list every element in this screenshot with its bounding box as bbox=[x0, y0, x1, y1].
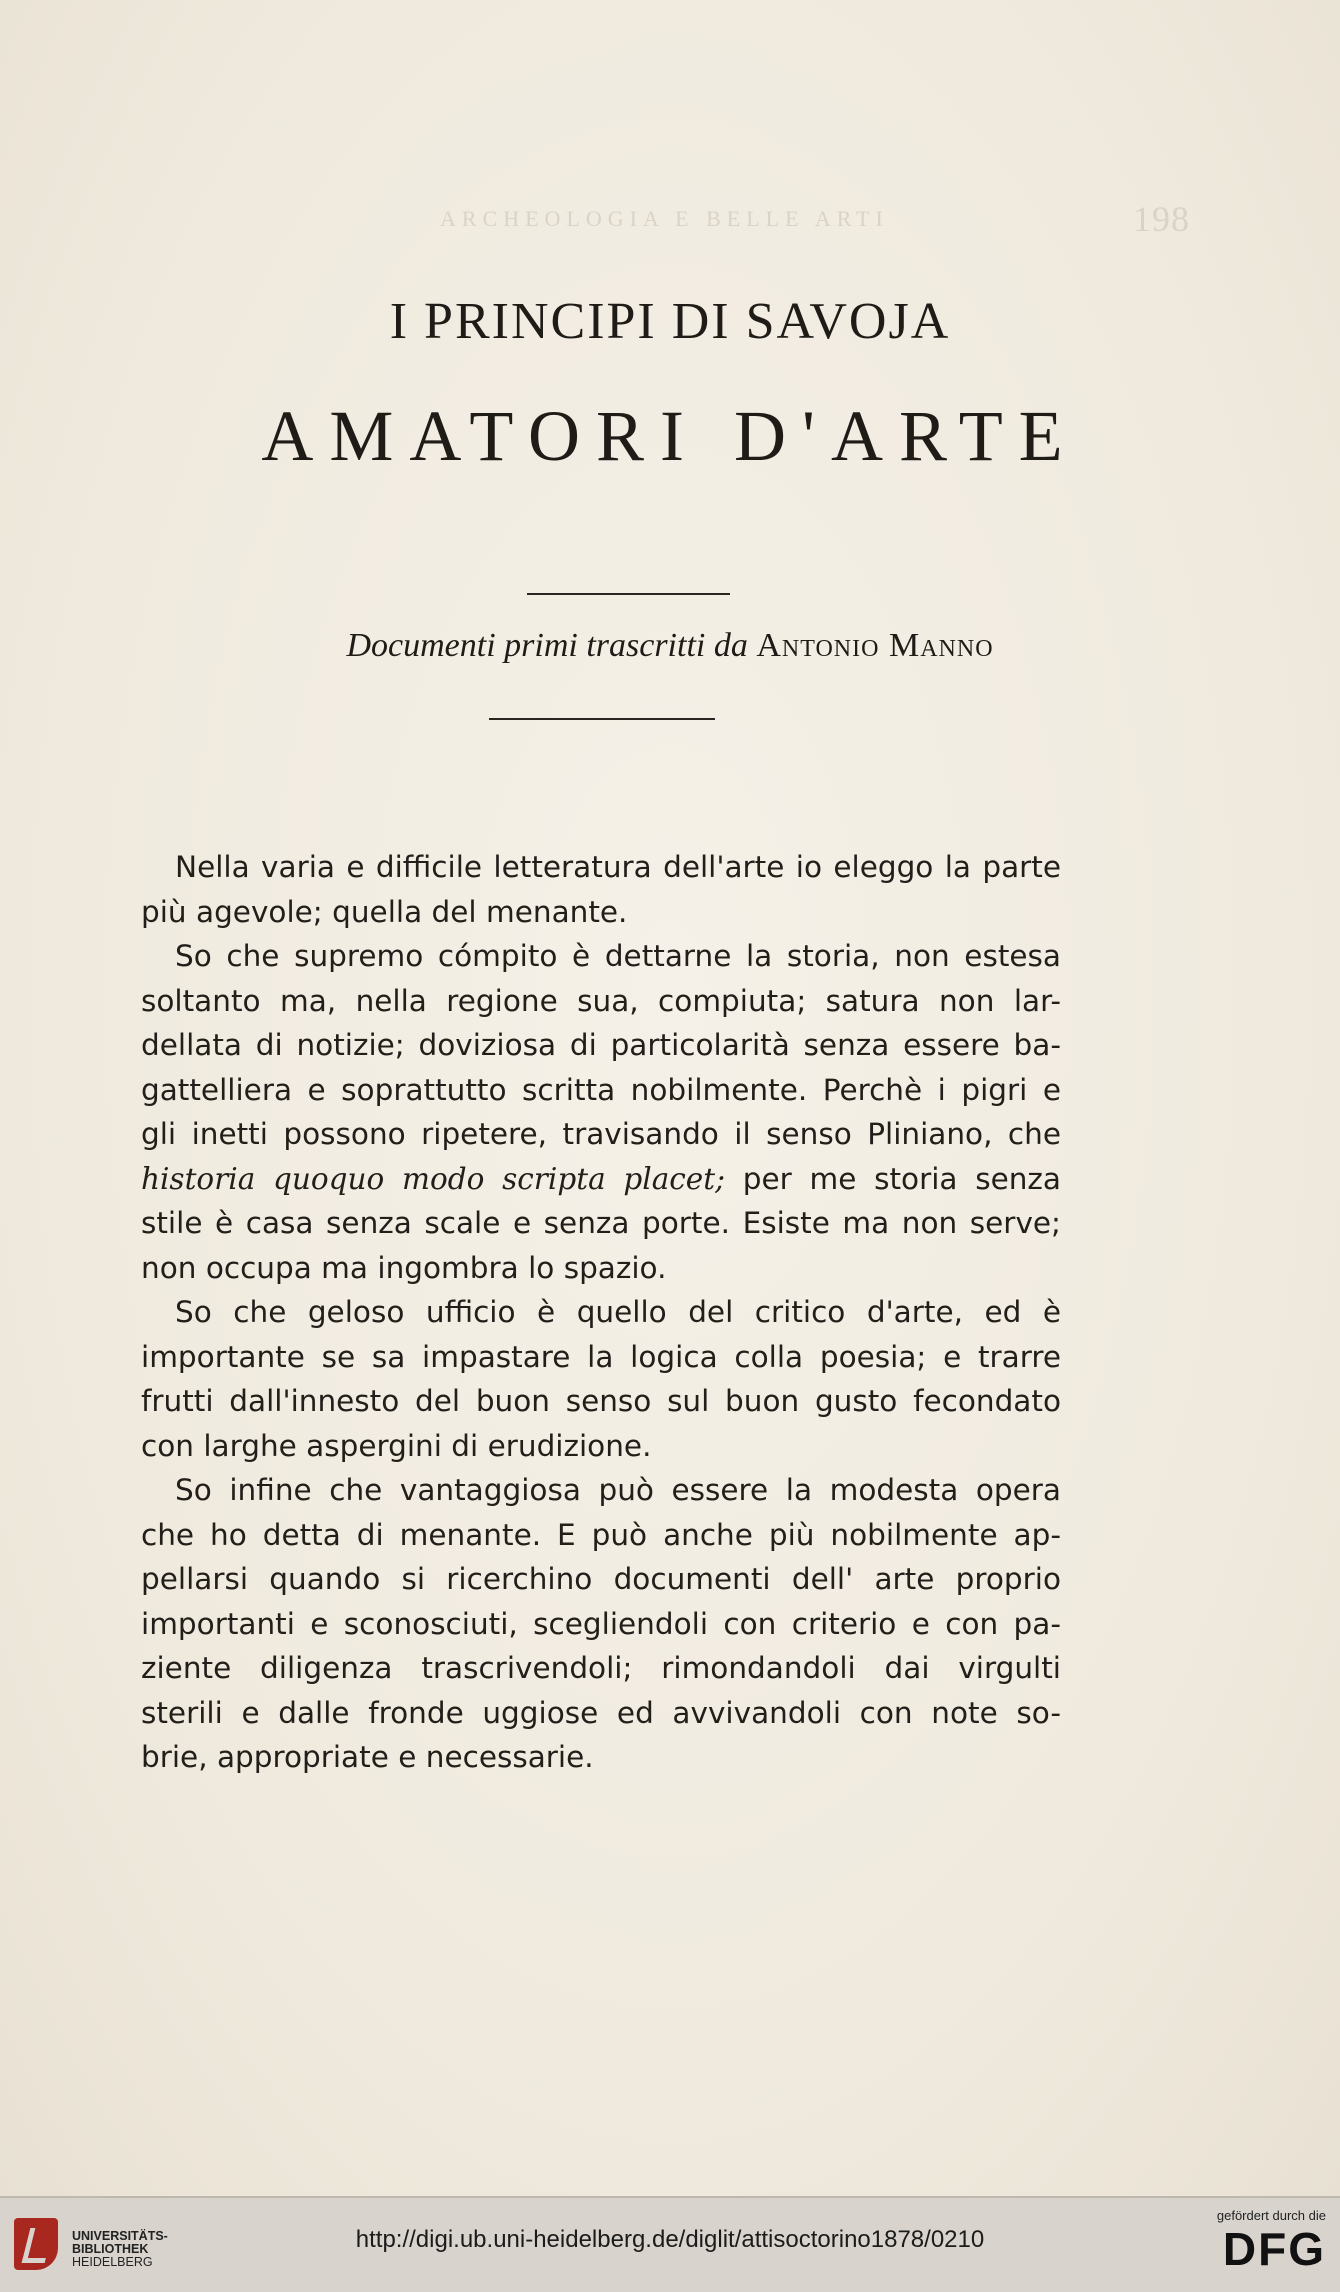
after-quote: per me storia senza bbox=[725, 1161, 1061, 1196]
title-divider-top bbox=[527, 593, 730, 595]
text-line: brie, appropriate e necessarie. bbox=[141, 1740, 594, 1774]
text-line: dellata di notizie; doviziosa di particolarità senza essere ba- bbox=[141, 1028, 1061, 1062]
text-line: gattelliera e soprattutto scritta nobilmente. Perchè i pigri e bbox=[141, 1072, 1061, 1107]
bleed-through-header: ARCHEOLOGIA E BELLE ARTI bbox=[440, 206, 889, 231]
logo-line: UNIVERSITÄTS- bbox=[72, 2229, 168, 2243]
text-line: So che supremo cómpito è dettarne la storia, non estesa bbox=[175, 939, 1061, 973]
text-line: che ho detta di menante. E può anche più nobilmente ap- bbox=[141, 1517, 1061, 1552]
text-line: non occupa ma ingombra lo spazio. bbox=[141, 1250, 667, 1285]
permalink-url[interactable]: http://digi.ub.uni-heidelberg.de/diglit/attisoctorino1878/0210 bbox=[355, 2226, 985, 2253]
text-line: gli inetti possono ripetere, travisando il senso Pliniano, che bbox=[141, 1117, 1061, 1151]
title-line-1: I PRINCIPI DI SAVOJA bbox=[389, 293, 951, 350]
text-line: con larghe aspergini di erudizione. bbox=[141, 1428, 652, 1463]
text-line: più agevole; quella del menante. bbox=[141, 894, 628, 929]
text-line: pellarsi quando si ricerchino documenti dell' arte proprio bbox=[141, 1562, 1061, 1596]
italic-quote: historia quoquo modo scripta placet; bbox=[141, 1161, 726, 1196]
sponsor-caption: gefördert durch die bbox=[1216, 2208, 1326, 2223]
text-line: importante se sa impastare la logica colla poesia; e trarre bbox=[141, 1339, 1061, 1374]
text-line: sterili e dalle fronde uggiose ed avvivandoli con note so- bbox=[141, 1695, 1061, 1730]
text-line: frutti dall'innesto del buon senso sul buon gusto fecondato bbox=[141, 1384, 1061, 1418]
text-line: stile è casa senza scale e senza porte. Esiste ma non serve; bbox=[141, 1206, 1061, 1240]
text-line: So infine che vantaggiosa può essere la modesta opera bbox=[175, 1473, 1061, 1507]
bleed-through-page-number: 198 bbox=[1133, 199, 1190, 239]
subtitle-italic: Documenti primi trascritti da bbox=[346, 627, 748, 664]
text-line-with-italic bbox=[141, 1157, 1061, 1202]
text-line: importanti e sconosciuti, scegliendoli con criterio e con pa- bbox=[141, 1606, 1061, 1641]
dfg-logo: DFG bbox=[1222, 2223, 1326, 2275]
logo-line: HEIDELBERG bbox=[72, 2255, 153, 2269]
subtitle-author: Antonio Manno bbox=[756, 627, 994, 664]
logo-line: BIBLIOTHEK bbox=[72, 2242, 149, 2256]
text-line: soltanto ma, nella regione sua, compiuta; satura non lar- bbox=[141, 983, 1061, 1018]
text-line: So che geloso ufficio è quello del critico d'arte, ed è bbox=[175, 1295, 1061, 1329]
body-text bbox=[141, 845, 1061, 1780]
title-line-2: AMATORI D'ARTE bbox=[261, 396, 1079, 476]
subtitle bbox=[0, 627, 1340, 665]
text-line: Nella varia e difficile letteratura dell'arte io eleggo la parte bbox=[175, 850, 1061, 884]
title-divider-bottom bbox=[489, 718, 715, 720]
text-line: ziente diligenza trascrivendoli; rimondandoli dai virgulti bbox=[141, 1651, 1061, 1685]
viewer-footer bbox=[0, 2196, 1340, 2292]
dfg-sponsor[interactable] bbox=[1176, 2208, 1326, 2275]
